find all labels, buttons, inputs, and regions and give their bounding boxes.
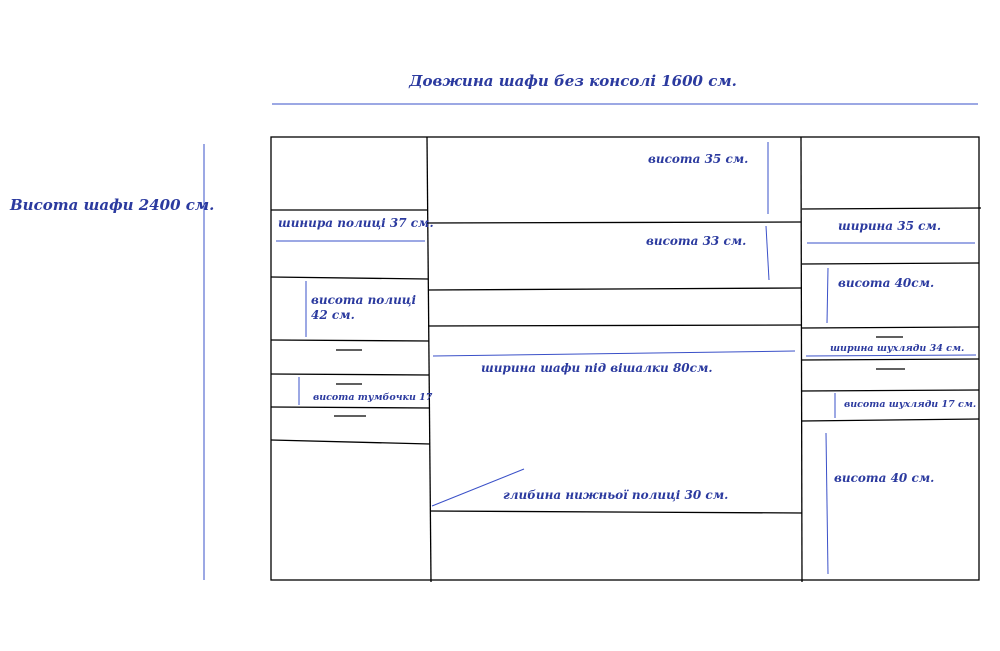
left-divider — [427, 137, 431, 582]
hanger-width-line — [433, 351, 795, 356]
right-height-40-top-label: висота 40см. — [838, 276, 935, 290]
mid-height-33-line — [766, 226, 769, 280]
right-height-40-bottom-label: висота 40 см. — [834, 471, 935, 485]
mid-bottom-shelf — [430, 511, 802, 513]
drawer-width-label: ширина шухляди 34 см. — [830, 343, 965, 354]
height-label: Висота шафи 2400 см. — [10, 196, 215, 214]
hanger-rail — [428, 325, 801, 326]
drawer-width-line — [806, 355, 976, 356]
right-shelf-6 — [802, 419, 979, 421]
left-shelf-height-label-2: 42 см. — [311, 308, 355, 322]
length-label: Довжина шафи без консолі 1600 см. — [409, 72, 737, 90]
right-height-40-bottom-line — [826, 433, 828, 574]
bottom-shelf-depth-label: глибина нижньої полиці 30 см. — [503, 488, 729, 502]
right-shelf-4 — [802, 359, 979, 360]
left-shelf-3 — [271, 340, 429, 341]
right-shelf-1 — [802, 208, 981, 209]
right-shelf-2 — [802, 263, 979, 264]
right-divider — [801, 137, 802, 582]
right-shelf-5 — [802, 390, 979, 391]
nightstand-height-label: висота тумбочки 17 — [313, 392, 433, 403]
hanger-width-label: ширина шафи під вішалки 80см. — [481, 361, 713, 375]
left-shelf-5 — [271, 407, 430, 408]
left-shelf-4 — [271, 374, 429, 375]
left-shelf-6 — [271, 440, 430, 444]
mid-height-33-label: висота 33 см. — [646, 234, 747, 248]
mid-shelf-2 — [428, 288, 801, 290]
right-shelf-3 — [802, 327, 979, 328]
right-width-35-label: ширина 35 см. — [838, 219, 942, 233]
mid-shelf-1 — [427, 222, 801, 223]
left-shelf-width-label: шинира полиці 37 см. — [278, 216, 434, 230]
mid-height-35-label: висота 35 см. — [648, 152, 749, 166]
drawer-height-label: висота шухляди 17 см. — [844, 399, 977, 410]
left-shelf-height-label-1: висота полиці — [311, 293, 416, 307]
left-shelf-2 — [271, 277, 428, 279]
wardrobe-frame — [271, 137, 979, 580]
right-height-40-top-line — [827, 268, 828, 323]
